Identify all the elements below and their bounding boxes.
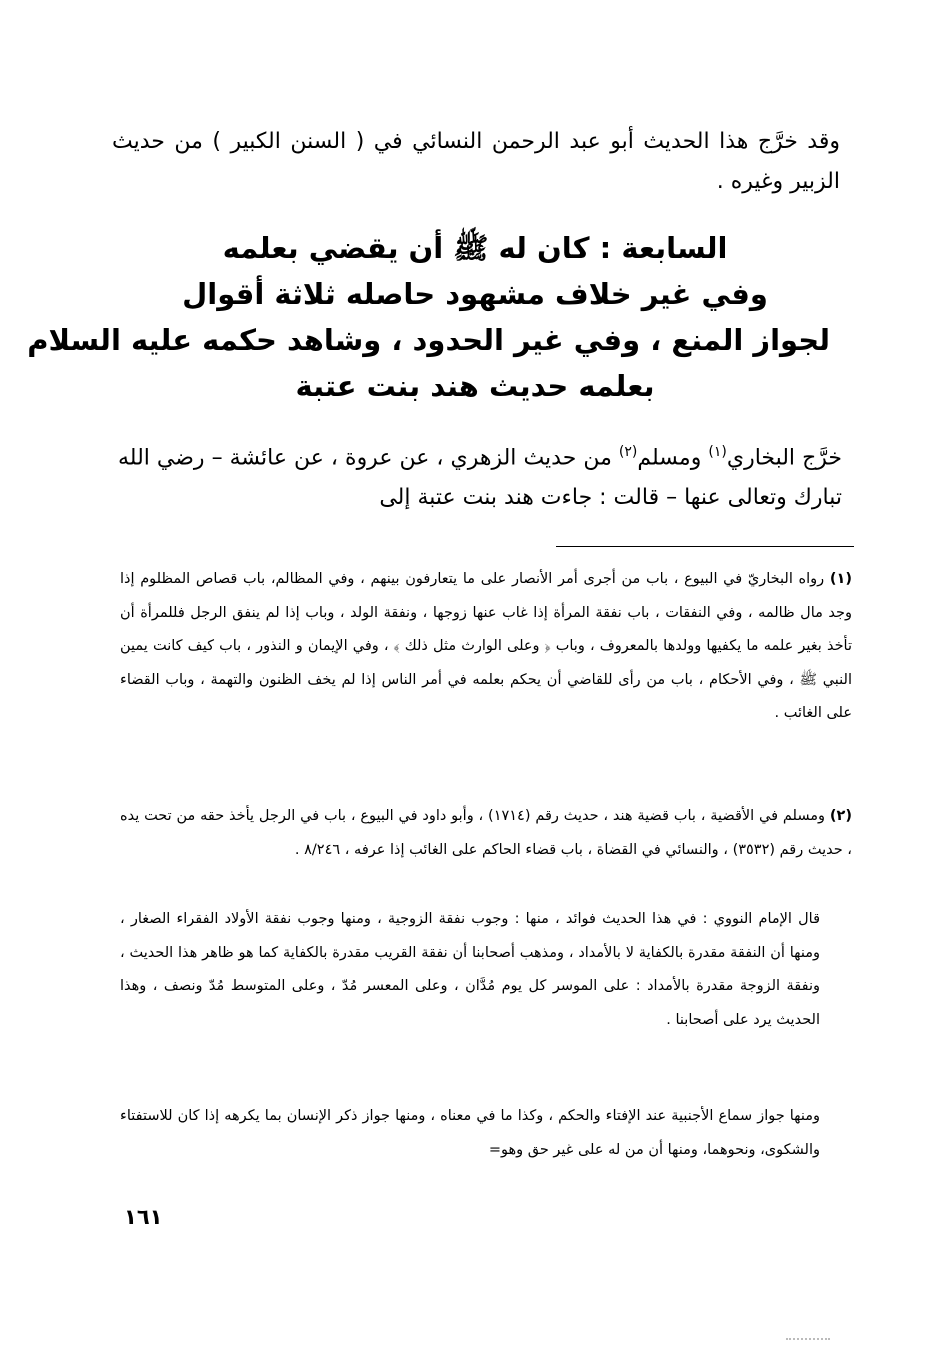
page-number: ١٦١ [124,1205,163,1229]
footnote-separator [556,546,854,547]
heading-line-3: لجواز المنع ، وفي غير الحدود ، وشاهد حكمه عليه السلام [27,323,830,357]
footnote-1-paragraph [120,563,852,731]
main-paragraph [118,432,842,518]
heading-line-4: بعلمه حديث هند بنت عتبة [295,369,655,403]
section-heading [27,225,830,409]
footnote-2-continuation-1: قال الإمام النووي : في هذا الحديث فوائد ، منها : وجوب نفقة الزوجية ، ومنها وجوب نفقة الأولاد الفقراء الصغار ، ومنها أن النفقة مقدرة بالكفاية لا بالأمداد ، ومذهب أصحابنا أن نفقة القريب مقدرة بالكفاية كما هو ظاهر هذا الحديث ، ونفقة الزوجة مقدرة بالأمداد : على الموسر كل يوم مُدَّان ، وعلى المعسر مُدّ ، وعلى المتوسط مُدّ ونصف ، وهذا الحديث يرد على أصحابنا . [120,911,820,1028]
footnote-1 [120,563,852,731]
heading-line-2: وفي غير خلاف مشهود حاصله ثلاثة أقوال [182,277,768,311]
scan-artifact-dots [786,1338,830,1340]
main-text-b: ومسلم [637,445,709,471]
main-text-a: خرَّج البخاري [726,445,843,471]
intro-paragraph: وقد خرَّج هذا الحديث أبو عبد الرحمن النسائي في ( السنن الكبير ) من حديث الزبير وغيره . [112,129,840,194]
heading-line-1: السابعة : كان له ﷺ أن يقضي بعلمه [222,231,728,265]
footnote-1-text: رواه البخاريّ في البيوع ، باب من أجرى أمر الأنصار على ما يتعارفون بينهم ، وفي المظالم، باب قصاص المظلوم إذا وجد مال ظالمه ، وفي النفقات ، باب نفقة المرأة إذا غاب عنها زوجها ، ونفقة الولد ، وباب إذا لم ينفق الرجل فللمرأة أن تأخذ بغير علمه ما يكفيها وولدها بالمعروف ، وباب ﴿ وعلى الوارث مثل ذلك ﴾ ، وفي الإيمان و النذور ، باب كيف كانت يمين النبي ﷺ ، وفي الأحكام ، باب من رأى للقاضي أن يحكم بعلمه في أمر الناس إذا لم يخف الظنون والتهمة ، وباب القضاء على الغائب . [120,571,852,721]
main-text-c: من حديث الزهري ، عن عروة ، عن عائشة – رضي الله تبارك وتعالى عنها – قالت : جاءت هند بنت عتبة إلى [118,445,842,511]
footnote-2 [120,800,852,867]
footnote-2-text: ومسلم في الأقضية ، باب قضية هند ، حديث رقم (١٧١٤) ، وأبو داود في البيوع ، باب في الرجل يأخذ حقه من تحت يده ، حديث رقم (٣٥٣٢) ، والنسائي في القضاة ، باب قضاء الحاكم على الغائب إذا عرفه ، ٨/٢٤٦ . [120,808,852,858]
footnote-ref-2: (٢) [618,444,638,460]
footnote-2-number: (٢) [829,808,853,824]
footnote-2-paragraph [120,800,852,867]
footnote-2-continuation-2: ومنها جواز سماع الأجنبية عند الإفتاء والحكم ، وكذا ما في معناه ، ومنها جواز ذكر الإنسان بما يكرهه إذا كان للاستفتاء والشكوى، ونحوهما، ومنها أن من له على غير حق وهو= [120,1108,820,1158]
footnote-1-number: (١) [829,571,853,587]
footnote-ref-1: (١) [708,444,727,460]
